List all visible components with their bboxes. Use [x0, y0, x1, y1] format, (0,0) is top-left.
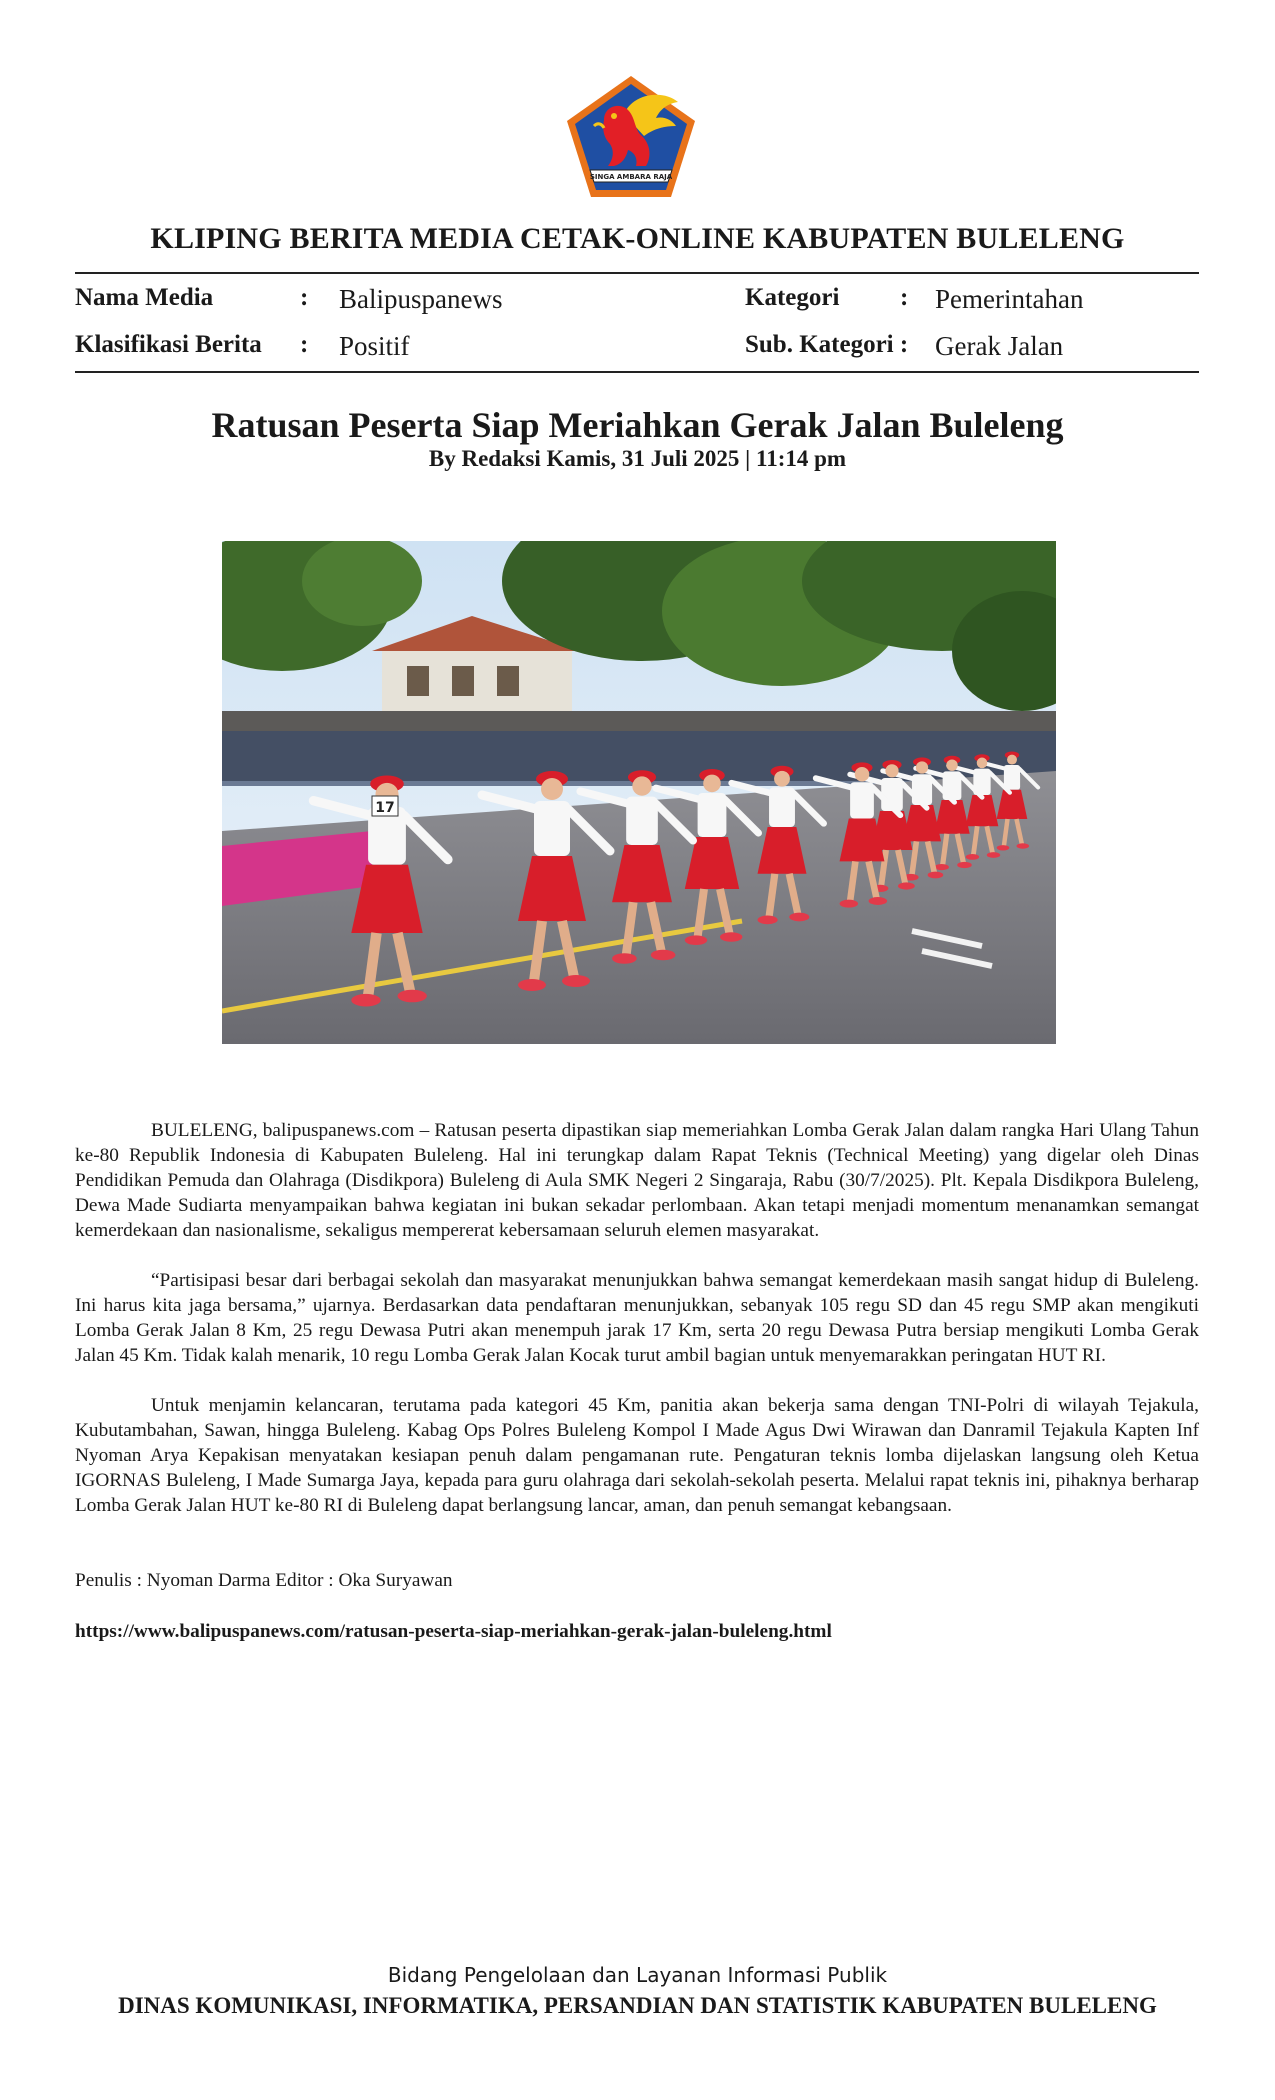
article-paragraph: “Partisipasi besar dari berbagai sekolah dan masyarakat menunjukkan bahwa semangat kemerdekaan masih sangat hidup di Buleleng. Ini harus kita jaga bersama,” ujarnya. Berdasarkan data pendaftaran menunjukkan, sebanyak 105 regu SD dan 45 regu SMP akan mengikuti Lomba Gerak Jalan 8 Km, 25 regu Dewasa Putri akan menempuh jarak 17 Km, serta 20 regu Dewasa Putra bersiap mengikuti Lomba Gerak Jalan 45 Km. Tidak kalah menarik, 10 regu Lomba Gerak Jalan Kocak turut ambil bagian untuk menyemarakkan peringatan HUT RI.	[75, 1270, 1199, 1366]
klasifikasi-label: Klasifikasi Berita	[75, 331, 262, 358]
buleleng-crest-icon	[564, 74, 698, 200]
nama-media-colon: :	[300, 284, 309, 311]
nama-media-value: Balipuspanews	[339, 284, 503, 314]
klasifikasi-value: Positif	[339, 331, 410, 361]
kategori-value: Pemerintahan	[935, 284, 1084, 314]
footer-agency: DINAS KOMUNIKASI, INFORMATIKA, PERSANDIAN DAN STATISTIK KABUPATEN BULELENG	[118, 1993, 1157, 2018]
sub-kategori-label: Sub. Kategori :	[745, 331, 909, 358]
footer-division: Bidang Pengelolaan dan Layanan Informasi Publik	[387, 1963, 888, 1987]
kategori-colon: :	[900, 284, 909, 311]
photo-bib-number: 17	[375, 800, 395, 816]
logo-motto: SINGA AMBARA RAJA	[589, 173, 673, 181]
article-title: Ratusan Peserta Siap Meriahkan Gerak Jalan Buleleng	[211, 405, 1064, 445]
header-divider	[75, 272, 1199, 274]
page-title: KLIPING BERITA MEDIA CETAK-ONLINE KABUPATEN BULELENG	[150, 222, 1125, 255]
article-credits: Penulis : Nyoman Darma Editor : Oka Suryawan	[75, 1570, 453, 1591]
article-source-url: https://www.balipuspanews.com/ratusan-peserta-siap-meriahkan-gerak-jalan-buleleng.html	[75, 1621, 832, 1642]
nama-media-label: Nama Media	[75, 284, 214, 311]
kategori-label: Kategori	[745, 284, 840, 311]
article-byline: By Redaksi Kamis, 31 Juli 2025 | 11:14 pm	[428, 446, 847, 471]
meta-divider	[75, 371, 1199, 373]
sub-kategori-value: Gerak Jalan	[935, 331, 1064, 361]
klasifikasi-colon: :	[300, 331, 309, 358]
article-photo	[222, 541, 1056, 1044]
article-paragraph: Untuk menjamin kelancaran, terutama pada kategori 45 Km, panitia akan bekerja sama dengan TNI-Polri di wilayah Tejakula, Kubutambahan, Sawan, hingga Buleleng. Kabag Ops Polres Buleleng Kompol I Made Agus Dwi Wirawan dan Danramil Tejakula Kapten Inf Nyoman Arya Kepakisan menyatakan kesiapan penuh dalam pengamanan rute. Pengaturan teknis lomba dijelaskan langsung oleh Ketua IGORNAS Buleleng, I Made Sumarga Jaya, kepada para guru olahraga dari sekolah-sekolah peserta. Melalui rapat teknis ini, pihaknya berharap Lomba Gerak Jalan HUT ke-80 RI di Buleleng dapat berlangsung lancar, aman, dan penuh semangat kebangsaan.	[75, 1395, 1199, 1516]
article-paragraph: BULELENG, balipuspanews.com – Ratusan peserta dipastikan siap memeriahkan Lomba Gerak Jalan dalam rangka Hari Ulang Tahun ke-80 Republik Indonesia di Kabupaten Buleleng. Hal ini terungkap dalam Rapat Teknis (Technical Meeting) yang digelar oleh Dinas Pendidikan Pemuda dan Olahraga (Disdikpora) Buleleng di Aula SMK Negeri 2 Singaraja, Rabu (30/7/2025). Plt. Kepala Disdikpora Buleleng, Dewa Made Sudiarta menyampaikan bahwa kegiatan ini bukan sekadar perlombaan. Akan tetapi menjadi momentum menanamkan semangat kemerdekaan dan nasionalisme, sekaligus mempererat kebersamaan seluruh elemen masyarakat.	[75, 1120, 1199, 1241]
article-body	[75, 1118, 1199, 1543]
